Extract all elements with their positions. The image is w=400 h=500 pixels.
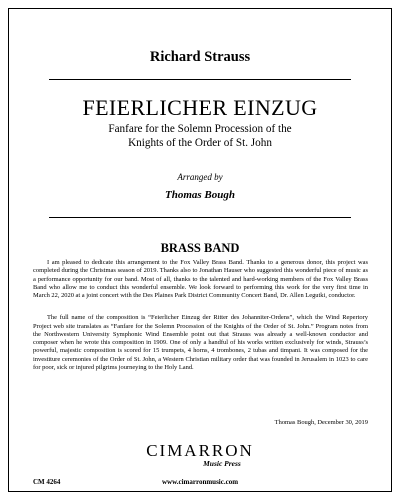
ensemble-heading: BRASS BAND	[160, 241, 240, 255]
program-notes	[33, 259, 368, 386]
publisher-name: CIMARRON	[146, 441, 254, 460]
middle-divider	[49, 217, 351, 218]
notes-paragraph-1: I am pleased to dedicate this arrangement to the Fox Valley Brass Band. Thanks to a generous donor, this project was completed during the Christmas season of 2019. Thanks also to Jonathan Hauser who suggested this wonderful piece of music as a performance opportunity for our band. Most of all, thanks to the talented and hard-working members of the Fox Valley Brass Band who allow me to conduct this wonderful ensemble. We look forward to performing this work for the very first time in March 22, 2020 at a joint concert with the Des Plaines Park District Community Concert Band, Dr. Allen Legutki, conductor.	[33, 259, 368, 299]
composer-name: Richard Strauss	[149, 49, 251, 65]
catalog-number: CM 4264	[33, 478, 61, 486]
subtitle-line-1: Fanfare for the Solemn Procession of the	[108, 123, 292, 135]
publisher-website: www.cimarronmusic.com	[161, 478, 239, 486]
piece-title: FEIERLICHER EINZUG	[82, 95, 318, 120]
notes-paragraph-2: The full name of the composition is “Feierlicher Einzug der Ritter des Johanniter-Ordens”, which the Wind Repertory Project web site translates as “Fanfare for the Solemn Procession of the Knights of the Order of St. John.” Program notes from the Northwestern University Symphonic Wind Ensemble point out that Strauss was already a well-known conductor and composer when he wrote this composition in 1909. One of only a handful of his works written exclusively for winds, Strauss’s powerful, majestic composition is scored for 15 trumpets, 4 horns, 4 trombones, 2 tubas and timpani. It was composed for the investiture ceremonies of the Order of St. John, a Western Christian military order that was founded in Jerusalem in 1023 to care for poor, sick or injured pilgrims journeying to the Holy Land.	[33, 314, 368, 371]
arranger-name: Thomas Bough	[165, 189, 235, 201]
piece-subtitle	[9, 122, 391, 150]
publisher-logo	[9, 441, 391, 468]
arranger-signature: Thomas Bough, December 30, 2019	[274, 419, 368, 426]
top-divider	[49, 79, 351, 80]
publisher-tagline: Music Press	[203, 459, 241, 468]
score-cover-page	[8, 8, 392, 492]
arranged-by-label: Arranged by	[177, 172, 223, 182]
subtitle-line-2: Knights of the Order of St. John	[128, 137, 272, 149]
